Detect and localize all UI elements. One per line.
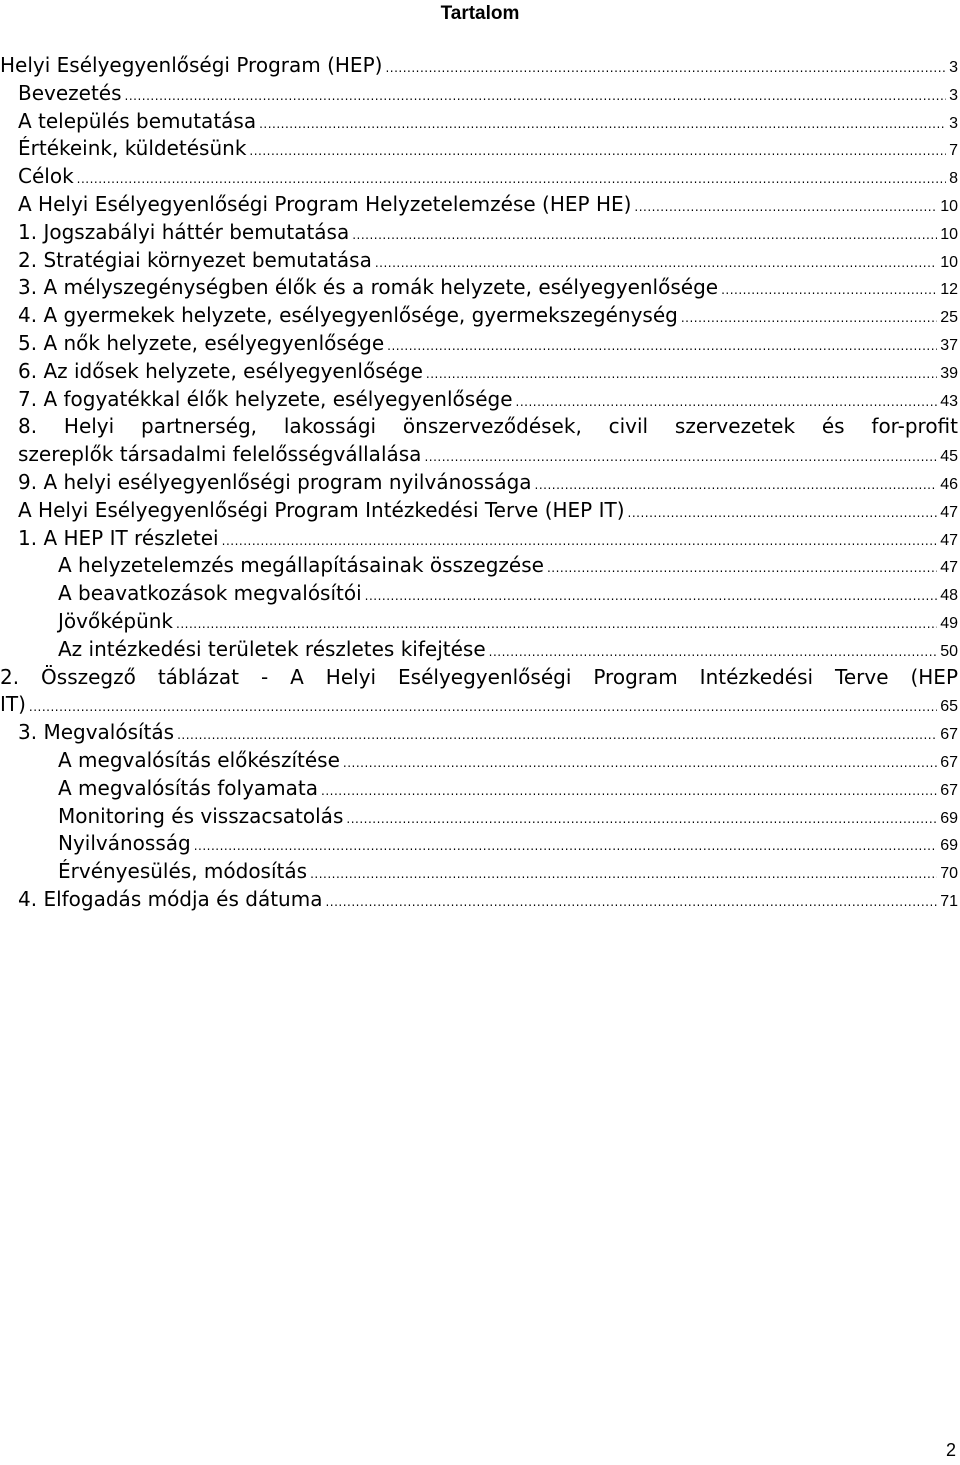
toc-entry[interactable] — [0, 830, 958, 858]
dot-leader — [535, 472, 938, 500]
toc-entry — [0, 691, 958, 719]
toc-page-number: 45 — [940, 448, 958, 466]
toc-page-number: 10 — [940, 253, 958, 271]
dot-leader — [77, 166, 946, 194]
toc-entry-text: A megvalósítás folyamata — [58, 775, 319, 800]
toc-entry[interactable] — [0, 274, 958, 302]
dot-leader — [721, 277, 937, 305]
toc-entry[interactable] — [0, 386, 958, 414]
toc-page-number: 47 — [940, 503, 958, 521]
toc-entry-text: szereplők társadalmi felelősségvállalása — [18, 442, 422, 467]
toc-entry[interactable] — [0, 580, 958, 608]
toc-entry[interactable] — [0, 330, 958, 358]
dot-leader — [547, 555, 937, 583]
toc-entry[interactable] — [0, 636, 958, 664]
dot-leader — [489, 639, 938, 667]
dot-leader — [346, 806, 937, 834]
toc-page-number: 49 — [940, 614, 958, 632]
toc-entry[interactable] — [0, 80, 958, 108]
toc-entry[interactable] — [0, 302, 958, 330]
dot-leader — [387, 333, 937, 361]
toc-entry-text: A megvalósítás előkészítése — [58, 747, 340, 772]
toc-entry-text: 4. A gyermekek helyzete, esélyegyenlősége, gyermekszegénység — [18, 303, 678, 328]
toc-page-number: 3 — [949, 114, 958, 132]
toc-entry-text: 6. Az idősek helyzete, esélyegyenlősége — [18, 358, 423, 383]
toc-page-number: 67 — [940, 726, 958, 744]
toc-entry[interactable] — [0, 552, 958, 580]
dot-leader — [365, 583, 938, 611]
toc-page-number: 43 — [940, 392, 958, 410]
dot-leader — [222, 528, 938, 556]
toc-page-number: 37 — [940, 336, 958, 354]
toc-entry-text: A település bemutatása — [18, 108, 257, 133]
dot-leader — [352, 222, 937, 250]
toc-entry[interactable] — [0, 163, 958, 191]
toc-page-number: 65 — [940, 698, 958, 716]
toc-entry[interactable] — [0, 886, 958, 914]
toc-page-number: 48 — [940, 587, 958, 605]
dot-leader — [194, 833, 937, 861]
dot-leader — [29, 694, 937, 722]
toc-entry[interactable] — [0, 525, 958, 553]
dot-leader — [125, 83, 947, 111]
toc-entry[interactable] — [0, 719, 958, 747]
toc-title: Tartalom — [440, 3, 520, 24]
toc-page-number: 3 — [949, 86, 958, 104]
toc-entry[interactable] — [0, 775, 958, 803]
toc-entry-text: A beavatkozások megvalósítói — [58, 581, 362, 606]
dot-leader — [249, 138, 946, 166]
toc-entry-text: Monitoring és visszacsatolás — [58, 803, 344, 828]
toc-entry-text: Nyilvánosság — [58, 831, 191, 856]
toc-entry-text: 5. A nők helyzete, esélyegyenlősége — [18, 330, 385, 355]
toc-entry-wrapped[interactable] — [0, 664, 958, 720]
dot-leader — [259, 111, 946, 139]
toc-page-number: 47 — [940, 559, 958, 577]
dot-leader — [176, 611, 937, 639]
toc-entry-text: 7. A fogyatékkal élők helyzete, esélyegyenlősége — [18, 386, 513, 411]
dot-leader — [385, 55, 946, 83]
toc-page-number: 25 — [940, 309, 958, 327]
dot-leader — [681, 305, 937, 333]
toc-entry-text: A Helyi Esélyegyenlőségi Program Intézkedési Terve (HEP IT) — [18, 497, 625, 522]
dot-leader — [426, 361, 937, 389]
table-of-contents — [0, 52, 958, 914]
toc-page-number: 12 — [940, 281, 958, 299]
toc-page-number: 69 — [940, 837, 958, 855]
dot-leader — [321, 778, 937, 806]
toc-entry-text: 2. Stratégiai környezet bemutatása — [18, 247, 372, 272]
toc-page-number: 70 — [940, 865, 958, 883]
toc-page-number: 10 — [940, 197, 958, 215]
toc-entry-text: Bevezetés — [18, 80, 122, 105]
toc-entry[interactable] — [0, 135, 958, 163]
toc-page-number: 71 — [940, 892, 958, 910]
toc-entry[interactable] — [0, 608, 958, 636]
toc-entry[interactable] — [0, 219, 958, 247]
toc-page-number: 7 — [949, 142, 958, 160]
toc-entry-line: 2. Összegző táblázat - A Helyi Esélyegyenlőségi Program Intézkedési Terve (HEP — [0, 664, 958, 689]
dot-leader — [375, 250, 937, 278]
toc-entry-wrapped[interactable] — [0, 413, 958, 469]
toc-page-number: 67 — [940, 781, 958, 799]
toc-entry-text: Érvényesülés, módosítás — [58, 859, 308, 884]
dot-leader — [177, 722, 937, 750]
toc-page-number: 67 — [940, 753, 958, 771]
toc-page-number: 46 — [940, 475, 958, 493]
toc-page-number: 47 — [940, 531, 958, 549]
toc-entry-text: Helyi Esélyegyenlőségi Program (HEP) — [0, 53, 383, 77]
dot-leader — [634, 194, 937, 222]
toc-entry[interactable] — [0, 858, 958, 886]
toc-entry[interactable] — [0, 108, 958, 136]
toc-entry-text: 1. A HEP IT részletei — [18, 525, 219, 550]
toc-entry-text: IT) — [0, 692, 26, 717]
toc-entry[interactable] — [0, 747, 958, 775]
toc-entry-text: Az intézkedési területek részletes kifejtése — [58, 636, 486, 661]
toc-entry[interactable] — [0, 358, 958, 386]
toc-entry-text: Értékeink, küldetésünk — [18, 136, 247, 161]
toc-entry[interactable] — [0, 497, 958, 525]
toc-entry[interactable] — [0, 52, 958, 80]
toc-entry-text: A Helyi Esélyegyenlőségi Program Helyzetelemzése (HEP HE) — [18, 191, 632, 216]
toc-entry[interactable] — [0, 803, 958, 831]
toc-entry[interactable] — [0, 469, 958, 497]
dot-leader — [424, 444, 937, 472]
toc-entry[interactable] — [0, 191, 958, 219]
toc-entry — [0, 441, 958, 469]
toc-page-number: 39 — [940, 364, 958, 382]
dot-leader — [310, 861, 937, 889]
dot-leader — [628, 500, 938, 528]
page-number: 2 — [945, 1440, 956, 1460]
dot-leader — [343, 750, 937, 778]
toc-entry-text: 9. A helyi esélyegyenlőségi program nyilvánossága — [18, 469, 532, 494]
toc-entry-text: A helyzetelemzés megállapításainak összegzése — [58, 553, 544, 578]
dot-leader — [325, 889, 937, 917]
toc-entry-text: Célok — [18, 164, 74, 189]
toc-page-number: 8 — [949, 170, 958, 188]
toc-page-number: 50 — [940, 642, 958, 660]
toc-entry-text: 3. A mélyszegénységben élők és a romák helyzete, esélyegyenlősége — [18, 275, 719, 300]
dot-leader — [516, 389, 938, 417]
toc-entry[interactable] — [0, 247, 958, 275]
toc-entry-line: 8. Helyi partnerség, lakossági önszerveződések, civil szervezetek és for-profit — [18, 414, 958, 439]
toc-page-number: 3 — [949, 59, 958, 76]
toc-entry-text: 3. Megvalósítás — [18, 720, 175, 745]
toc-page-number: 10 — [940, 225, 958, 243]
toc-page-number: 69 — [940, 809, 958, 827]
toc-entry-text: 4. Elfogadás módja és dátuma — [18, 886, 323, 911]
toc-entry-text: Jövőképünk — [58, 608, 174, 633]
toc-entry-text: 1. Jogszabályi háttér bemutatása — [18, 219, 350, 244]
